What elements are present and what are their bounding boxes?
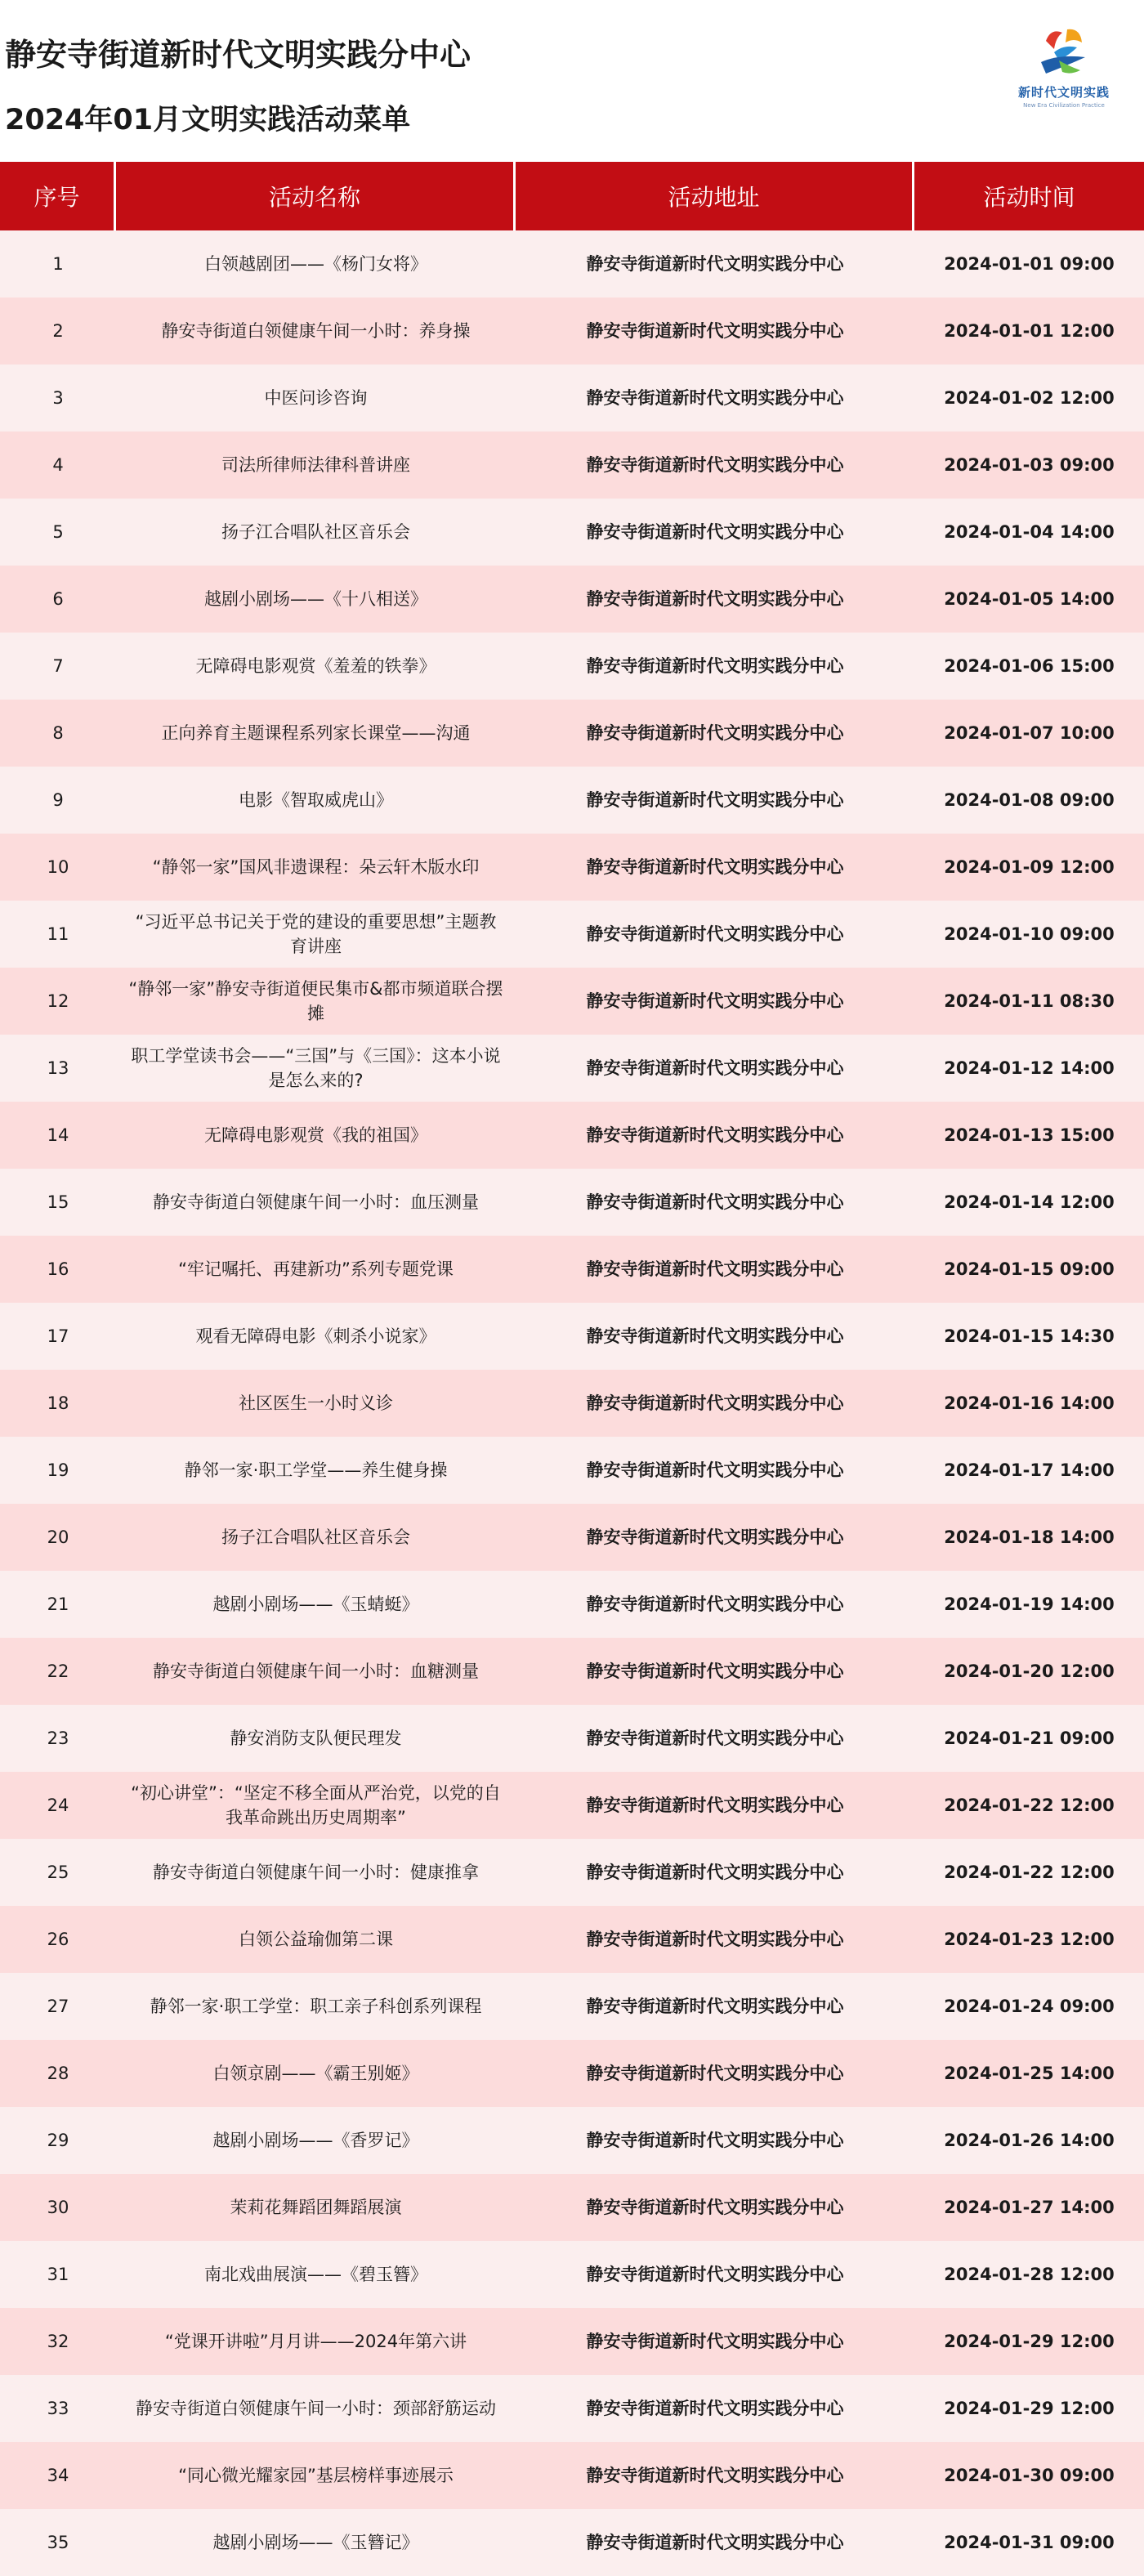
table-row	[0, 499, 1144, 566]
cell-activity-name: 越剧小剧场——《玉簪记》	[116, 2509, 516, 2576]
cell-time: 2024-01-01 09:00	[914, 230, 1144, 297]
cell-number: 31	[0, 2241, 116, 2308]
table-row	[0, 2308, 1144, 2375]
cell-time: 2024-01-04 14:00	[914, 499, 1144, 566]
cell-time: 2024-01-31 09:00	[914, 2509, 1144, 2576]
table-row	[0, 767, 1144, 834]
cell-activity-name: 静安寺街道白领健康午间一小时：血糖测量	[116, 1638, 516, 1705]
cell-time: 2024-01-10 09:00	[914, 901, 1144, 968]
table-row	[0, 2442, 1144, 2509]
cell-number: 2	[0, 297, 116, 364]
cell-time: 2024-01-13 15:00	[914, 1102, 1144, 1169]
page-title: 静安寺街道新时代文明实践分中心	[5, 37, 471, 73]
cell-number: 33	[0, 2375, 116, 2442]
civilization-practice-logo	[1007, 25, 1121, 123]
cell-activity-name: 白领京剧——《霸王别姬》	[116, 2040, 516, 2107]
cell-number: 21	[0, 1571, 116, 1638]
table-row	[0, 1035, 1144, 1102]
cell-number: 26	[0, 1906, 116, 1973]
table-row	[0, 1504, 1144, 1571]
cell-address: 静安寺街道新时代文明实践分中心	[516, 1504, 914, 1571]
cell-activity-name: 茉莉花舞蹈团舞蹈展演	[116, 2174, 516, 2241]
table-row	[0, 968, 1144, 1035]
table-row	[0, 2040, 1144, 2107]
cell-time: 2024-01-27 14:00	[914, 2174, 1144, 2241]
cell-activity-name: 扬子江合唱队社区音乐会	[116, 499, 516, 566]
cell-time: 2024-01-05 14:00	[914, 566, 1144, 633]
table-row	[0, 1705, 1144, 1772]
table-row	[0, 566, 1144, 633]
cell-address: 静安寺街道新时代文明实践分中心	[516, 834, 914, 901]
cell-number: 9	[0, 767, 116, 834]
table-row	[0, 700, 1144, 767]
cell-time: 2024-01-09 12:00	[914, 834, 1144, 901]
cell-activity-name: 扬子江合唱队社区音乐会	[116, 1504, 516, 1571]
table-row	[0, 1571, 1144, 1638]
cell-address: 静安寺街道新时代文明实践分中心	[516, 1571, 914, 1638]
table-row	[0, 364, 1144, 432]
cell-activity-name: 越剧小剧场——《十八相送》	[116, 566, 516, 633]
cell-number: 28	[0, 2040, 116, 2107]
table-row	[0, 1169, 1144, 1236]
activity-table	[0, 162, 1144, 2576]
cell-activity-name: 社区医生一小时义诊	[116, 1370, 516, 1437]
cell-time: 2024-01-24 09:00	[914, 1973, 1144, 2040]
cell-number: 14	[0, 1102, 116, 1169]
cell-activity-name: 越剧小剧场——《香罗记》	[116, 2107, 516, 2174]
table-header-row	[0, 162, 1144, 230]
cell-number: 10	[0, 834, 116, 901]
cell-number: 35	[0, 2509, 116, 2576]
table-row	[0, 901, 1144, 968]
cell-number: 6	[0, 566, 116, 633]
table-row	[0, 1236, 1144, 1303]
cell-address: 静安寺街道新时代文明实践分中心	[516, 432, 914, 499]
cell-address: 静安寺街道新时代文明实践分中心	[516, 901, 914, 968]
cell-activity-name: 静邻一家·职工学堂——养生健身操	[116, 1437, 516, 1504]
cell-activity-name: 无障碍电影观赏《羞羞的铁拳》	[116, 633, 516, 700]
cell-time: 2024-01-22 12:00	[914, 1772, 1144, 1839]
column-header-address: 活动地址	[516, 162, 914, 230]
table-row	[0, 1839, 1144, 1906]
cell-number: 22	[0, 1638, 116, 1705]
cell-activity-name: “同心微光耀家园”基层榜样事迹展示	[116, 2442, 516, 2509]
cell-time: 2024-01-17 14:00	[914, 1437, 1144, 1504]
cell-number: 24	[0, 1772, 116, 1839]
table-row	[0, 1370, 1144, 1437]
cell-number: 5	[0, 499, 116, 566]
cell-address: 静安寺街道新时代文明实践分中心	[516, 633, 914, 700]
cell-activity-name: “牢记嘱托、再建新功”系列专题党课	[116, 1236, 516, 1303]
cell-number: 27	[0, 1973, 116, 2040]
cell-activity-name: 静安寺街道白领健康午间一小时：养身操	[116, 297, 516, 364]
cell-activity-name: 电影《智取威虎山》	[116, 767, 516, 834]
cell-activity-name: “习近平总书记关于党的建设的重要思想”主题教育讲座	[116, 901, 516, 968]
table-row	[0, 2174, 1144, 2241]
table-body	[0, 230, 1144, 2576]
cell-time: 2024-01-29 12:00	[914, 2308, 1144, 2375]
column-header-number: 序号	[0, 162, 116, 230]
table-row	[0, 1772, 1144, 1839]
cell-address: 静安寺街道新时代文明实践分中心	[516, 566, 914, 633]
cell-address: 静安寺街道新时代文明实践分中心	[516, 1638, 914, 1705]
cell-number: 8	[0, 700, 116, 767]
cell-address: 静安寺街道新时代文明实践分中心	[516, 2174, 914, 2241]
table-row	[0, 1973, 1144, 2040]
cell-time: 2024-01-02 12:00	[914, 364, 1144, 432]
cell-number: 17	[0, 1303, 116, 1370]
cell-time: 2024-01-30 09:00	[914, 2442, 1144, 2509]
cell-time: 2024-01-18 14:00	[914, 1504, 1144, 1571]
table-row	[0, 834, 1144, 901]
cell-time: 2024-01-15 09:00	[914, 1236, 1144, 1303]
cell-time: 2024-01-08 09:00	[914, 767, 1144, 834]
cell-address: 静安寺街道新时代文明实践分中心	[516, 2509, 914, 2576]
cell-address: 静安寺街道新时代文明实践分中心	[516, 297, 914, 364]
cell-time: 2024-01-28 12:00	[914, 2241, 1144, 2308]
cell-number: 7	[0, 633, 116, 700]
cell-time: 2024-01-23 12:00	[914, 1906, 1144, 1973]
cell-time: 2024-01-19 14:00	[914, 1571, 1144, 1638]
cell-activity-name: 司法所律师法律科普讲座	[116, 432, 516, 499]
cell-number: 16	[0, 1236, 116, 1303]
cell-activity-name: 中医问诊咨询	[116, 364, 516, 432]
logo-text-en: New Era Civilization Practice	[1023, 102, 1105, 109]
cell-activity-name: 白领越剧团——《杨门女将》	[116, 230, 516, 297]
cell-time: 2024-01-26 14:00	[914, 2107, 1144, 2174]
cell-address: 静安寺街道新时代文明实践分中心	[516, 364, 914, 432]
cell-address: 静安寺街道新时代文明实践分中心	[516, 1705, 914, 1772]
table-row	[0, 1102, 1144, 1169]
cell-address: 静安寺街道新时代文明实践分中心	[516, 968, 914, 1035]
cell-address: 静安寺街道新时代文明实践分中心	[516, 1169, 914, 1236]
logo-text-cn: 新时代文明实践	[1017, 85, 1110, 100]
cell-number: 12	[0, 968, 116, 1035]
cell-activity-name: 无障碍电影观赏《我的祖国》	[116, 1102, 516, 1169]
page-header	[0, 0, 1144, 162]
cell-activity-name: “静邻一家”国风非遗课程：朵云轩木版水印	[116, 834, 516, 901]
cell-time: 2024-01-11 08:30	[914, 968, 1144, 1035]
table-row	[0, 2375, 1144, 2442]
cell-activity-name: “静邻一家”静安寺街道便民集市&都市频道联合摆摊	[116, 968, 516, 1035]
table-row	[0, 2107, 1144, 2174]
cell-activity-name: 静安寺街道白领健康午间一小时：血压测量	[116, 1169, 516, 1236]
cell-time: 2024-01-12 14:00	[914, 1035, 1144, 1102]
table-row	[0, 297, 1144, 364]
cell-number: 4	[0, 432, 116, 499]
cell-address: 静安寺街道新时代文明实践分中心	[516, 2040, 914, 2107]
table-row	[0, 1437, 1144, 1504]
cell-address: 静安寺街道新时代文明实践分中心	[516, 2375, 914, 2442]
cell-time: 2024-01-29 12:00	[914, 2375, 1144, 2442]
cell-address: 静安寺街道新时代文明实践分中心	[516, 1035, 914, 1102]
table-row	[0, 1638, 1144, 1705]
cell-time: 2024-01-07 10:00	[914, 700, 1144, 767]
cell-number: 11	[0, 901, 116, 968]
cell-address: 静安寺街道新时代文明实践分中心	[516, 700, 914, 767]
cell-time: 2024-01-06 15:00	[914, 633, 1144, 700]
cell-number: 15	[0, 1169, 116, 1236]
cell-number: 1	[0, 230, 116, 297]
cell-activity-name: 静邻一家·职工学堂：职工亲子科创系列课程	[116, 1973, 516, 2040]
cell-address: 静安寺街道新时代文明实践分中心	[516, 1102, 914, 1169]
cell-activity-name: 静安消防支队便民理发	[116, 1705, 516, 1772]
table-row	[0, 230, 1144, 297]
cell-activity-name: 观看无障碍电影《刺杀小说家》	[116, 1303, 516, 1370]
cell-number: 3	[0, 364, 116, 432]
cell-time: 2024-01-21 09:00	[914, 1705, 1144, 1772]
cell-number: 34	[0, 2442, 116, 2509]
cell-activity-name: “初心讲堂”：“坚定不移全面从严治党，以党的自我革命跳出历史周期率”	[116, 1772, 516, 1839]
cell-address: 静安寺街道新时代文明实践分中心	[516, 1370, 914, 1437]
table-row	[0, 2509, 1144, 2576]
cell-address: 静安寺街道新时代文明实践分中心	[516, 2107, 914, 2174]
cell-activity-name: 正向养育主题课程系列家长课堂——沟通	[116, 700, 516, 767]
table-row	[0, 1906, 1144, 1973]
cell-address: 静安寺街道新时代文明实践分中心	[516, 1839, 914, 1906]
cell-time: 2024-01-25 14:00	[914, 2040, 1144, 2107]
cell-time: 2024-01-14 12:00	[914, 1169, 1144, 1236]
cell-number: 30	[0, 2174, 116, 2241]
cell-address: 静安寺街道新时代文明实践分中心	[516, 2442, 914, 2509]
cell-address: 静安寺街道新时代文明实践分中心	[516, 1236, 914, 1303]
cell-address: 静安寺街道新时代文明实践分中心	[516, 1772, 914, 1839]
cell-address: 静安寺街道新时代文明实践分中心	[516, 230, 914, 297]
cell-time: 2024-01-22 12:00	[914, 1839, 1144, 1906]
cell-number: 20	[0, 1504, 116, 1571]
cell-time: 2024-01-01 12:00	[914, 297, 1144, 364]
table-header	[0, 162, 1144, 230]
cell-time: 2024-01-15 14:30	[914, 1303, 1144, 1370]
cell-number: 23	[0, 1705, 116, 1772]
cell-activity-name: “党课开讲啦”月月讲——2024年第六讲	[116, 2308, 516, 2375]
cell-number: 19	[0, 1437, 116, 1504]
cell-activity-name: 白领公益瑜伽第二课	[116, 1906, 516, 1973]
cell-activity-name: 静安寺街道白领健康午间一小时：颈部舒筋运动	[116, 2375, 516, 2442]
cell-time: 2024-01-03 09:00	[914, 432, 1144, 499]
cell-number: 25	[0, 1839, 116, 1906]
table-row	[0, 1303, 1144, 1370]
cell-number: 32	[0, 2308, 116, 2375]
logo-emblem-icon	[1035, 25, 1093, 82]
cell-address: 静安寺街道新时代文明实践分中心	[516, 1973, 914, 2040]
column-header-time: 活动时间	[914, 162, 1144, 230]
table-row	[0, 432, 1144, 499]
cell-activity-name: 越剧小剧场——《玉蜻蜓》	[116, 1571, 516, 1638]
cell-address: 静安寺街道新时代文明实践分中心	[516, 1906, 914, 1973]
cell-number: 29	[0, 2107, 116, 2174]
table-row	[0, 2241, 1144, 2308]
cell-time: 2024-01-20 12:00	[914, 1638, 1144, 1705]
cell-address: 静安寺街道新时代文明实践分中心	[516, 1303, 914, 1370]
column-header-activity-name: 活动名称	[116, 162, 516, 230]
cell-address: 静安寺街道新时代文明实践分中心	[516, 2308, 914, 2375]
cell-number: 13	[0, 1035, 116, 1102]
cell-address: 静安寺街道新时代文明实践分中心	[516, 499, 914, 566]
cell-time: 2024-01-16 14:00	[914, 1370, 1144, 1437]
cell-activity-name: 职工学堂读书会——“三国”与《三国》：这本小说是怎么来的?	[116, 1035, 516, 1102]
cell-activity-name: 南北戏曲展演——《碧玉簪》	[116, 2241, 516, 2308]
page-subtitle: 2024年01月文明实践活动菜单	[5, 104, 411, 136]
cell-number: 18	[0, 1370, 116, 1437]
cell-address: 静安寺街道新时代文明实践分中心	[516, 1437, 914, 1504]
cell-address: 静安寺街道新时代文明实践分中心	[516, 2241, 914, 2308]
table-row	[0, 633, 1144, 700]
cell-address: 静安寺街道新时代文明实践分中心	[516, 767, 914, 834]
cell-activity-name: 静安寺街道白领健康午间一小时：健康推拿	[116, 1839, 516, 1906]
